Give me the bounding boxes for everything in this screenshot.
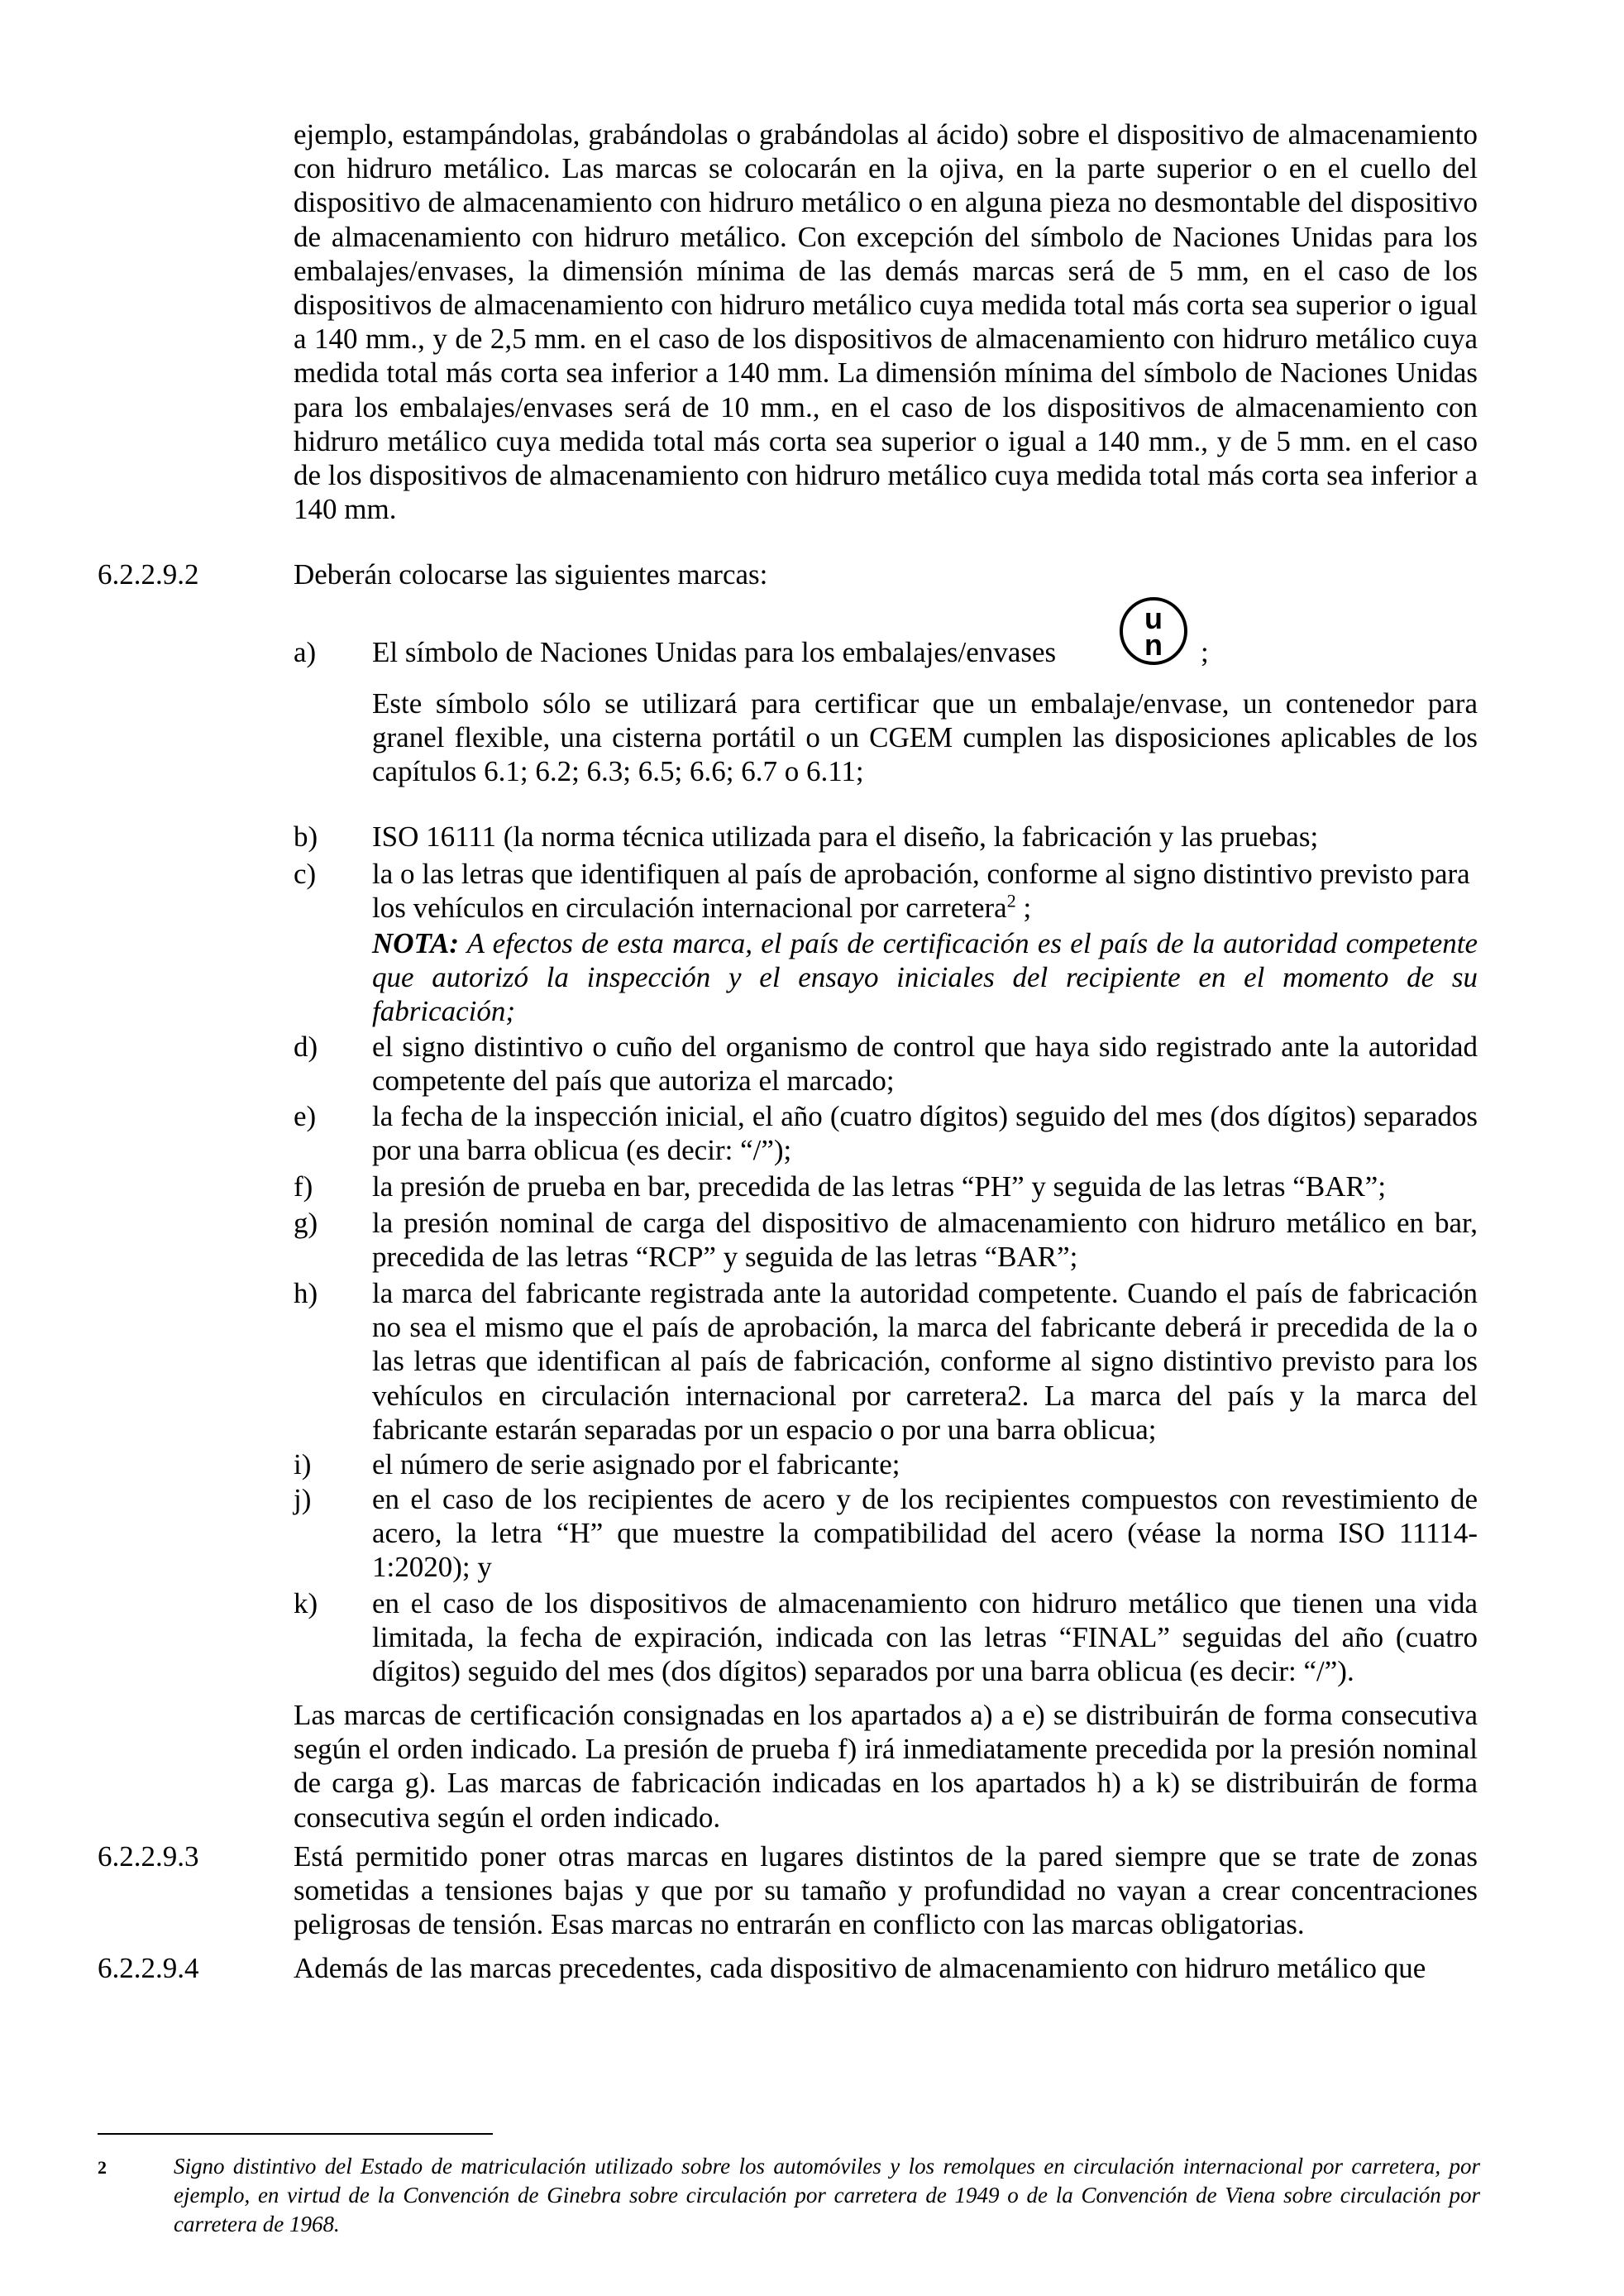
item-c-note [372, 926, 1478, 1029]
footnote-reference: 2 [1006, 890, 1016, 911]
section-number-6-2-2-9-2: 6.2.2.9.2 [98, 558, 199, 591]
section-text-6-2-2-9-4: Además de las marcas precedentes, cada dispositivo de almacenamiento con hidruro metálico que [294, 1952, 1426, 1984]
item-letter-k: k) [294, 1587, 318, 1619]
item-text-h: la marca del fabricante registrada ante la autoridad competente. Cuando el país de fabricación no sea el mismo que el país de aprobación, la marca del fabricante deberá ir precedida de la o las letras que identifican al país de fabricación, conforme al signo distintivo previsto para los vehículos en circulación internacional por carretera2. La marca del país y la marca del fabricante estarán separadas por un espacio o por una barra oblicua; [372, 1277, 1478, 1446]
item-text-j: en el caso de los recipientes de acero y de los recipientes compuestos con revestimiento de acero, la letra “H” que muestre la compatibilidad del acero (véase la norma ISO 11114-1:2020); y [372, 1483, 1478, 1584]
item-letter-c: c) [294, 858, 317, 890]
item-a-subparagraph: Este símbolo sólo se utilizará para certificar que un embalaje/envase, un contenedor para granel flexible, una cisterna portátil o un CGEM cumplen las disposiciones aplicables de los capítulos 6.1; 6.2; 6.3; 6.5; 6.6; 6.7 o 6.11; [372, 687, 1478, 788]
item-letter-b: b) [294, 820, 318, 853]
item-text-e: la fecha de la inspección inicial, el año (cuatro dígitos) seguido del mes (dos dígitos) separados por una barra oblicua (es decir: “/”); [372, 1100, 1478, 1167]
note-text: A efectos de esta marca, el país de certificación es el país de la autoridad competente que autorizó la inspección y el ensayo iniciales del recipiente en el momento de su fabricación; [372, 927, 1478, 1028]
item-text-c-body: la o las letras que identifiquen al país de aprobación, conforme al signo distintivo previsto para los vehículos en circulación internacional por carretera [372, 858, 1470, 925]
item-letter-f: f) [294, 1170, 313, 1203]
item-text-i: el número de serie asignado por el fabricante; [372, 1448, 900, 1480]
item-a-semicolon: ; [1201, 636, 1209, 668]
item-text-c [372, 857, 1478, 925]
item-text-f: la presión de prueba en bar, precedida de las letras “PH” y seguida de las letras “BAR”; [372, 1170, 1387, 1203]
un-symbol-letter-n: n [1144, 628, 1163, 662]
section-heading-6-2-2-9-2: Deberán colocarse las siguientes marcas: [294, 558, 768, 591]
item-text-b: ISO 16111 (la norma técnica utilizada para el diseño, la fabricación y las pruebas; [372, 820, 1319, 853]
item-text-g: la presión nominal de carga del dispositivo de almacenamiento con hidruro metálico en bar, precedida de las letras “RCP” y seguida de las letras “BAR”; [372, 1207, 1478, 1274]
item-letter-j: j) [294, 1483, 312, 1515]
closing-paragraph: Las marcas de certificación consignadas en los apartados a) a e) se distribuirán de forma consecutiva según el orden indicado. La presión de prueba f) irá inmediatamente precedida por la presión nominal de carga g). Las marcas de fabricación indicadas en los apartados h) a k) se distribuirán de forma consecutiva según el orden indicado. [294, 1699, 1478, 1834]
item-text-a: El símbolo de Naciones Unidas para los embalajes/envases [372, 636, 1057, 668]
section-number-6-2-2-9-3: 6.2.2.9.3 [98, 1840, 199, 1873]
section-number-6-2-2-9-4: 6.2.2.9.4 [98, 1952, 199, 1984]
item-text-c-tail: ; [1015, 892, 1032, 925]
un-packaging-symbol-icon [1119, 596, 1188, 666]
item-text-k: en el caso de los dispositivos de almacenamiento con hidruro metálico que tienen una vida limitada, la fecha de expiración, indicada con las letras “FINAL” seguidas del año (cuatro dígitos) seguido del mes (dos dígitos) separados por una barra oblicua (es decir: “/”). [372, 1587, 1478, 1688]
footnote-number: 2 [98, 2157, 107, 2178]
item-letter-a: a) [294, 636, 317, 668]
footnote-text: Signo distintivo del Estado de matriculación utilizado sobre los automóviles y los remolques en circulación internacional por carretera, por ejemplo, en virtud de la Convención de Ginebra sobre circulación por carretera de 1949 o de la Convención de Viena sobre circulación por carretera de 1968. [174, 2154, 1480, 2236]
item-letter-i: i) [294, 1448, 312, 1480]
un-symbol-letter-u: u [1144, 601, 1163, 635]
footnote-divider [98, 2133, 493, 2135]
note-label: NOTA: [372, 927, 459, 959]
intro-paragraph: ejemplo, estampándolas, grabándolas o grabándolas al ácido) sobre el dispositivo de almacenamiento con hidruro metálico. Las marcas se colocarán en la ojiva, en la parte superior o en el cuello del dispositivo de almacenamiento con hidruro metálico o en alguna pieza no desmontable del dispositivo de almacenamiento con hidruro metálico. Con excepción del símbolo de Naciones Unidas para los embalajes/envases, la dimensión mínima de las demás marcas será de 5 mm, en el caso de los dispositivos de almacenamiento con hidruro metálico cuya medida total más corta sea superior o igual a 140 mm., y de 2,5 mm. en el caso de los dispositivos de almacenamiento con hidruro metálico cuya medida total más corta sea inferior a 140 mm. La dimensión mínima del símbolo de Naciones Unidas para los embalajes/envases será de 10 mm., en el caso de los dispositivos de almacenamiento con hidruro metálico cuya medida total más corta sea superior o igual a 140 mm., y de 5 mm. en el caso de los dispositivos de almacenamiento con hidruro metálico cuya medida total más corta sea inferior a 140 mm. [294, 118, 1478, 526]
item-letter-e: e) [294, 1100, 317, 1132]
item-letter-d: d) [294, 1031, 318, 1063]
item-letter-h: h) [294, 1277, 318, 1309]
item-text-d: el signo distintivo o cuño del organismo de control que haya sido registrado ante la autoridad competente del país que autoriza el marcado; [372, 1031, 1478, 1098]
item-letter-g: g) [294, 1207, 318, 1239]
section-text-6-2-2-9-3: Está permitido poner otras marcas en lugares distintos de la pared siempre que se trate de zonas sometidas a tensiones bajas y que por su tamaño y profundidad no vayan a crear concentraciones peligrosas de tensión. Esas marcas no entrarán en conflicto con las marcas obligatorias. [294, 1840, 1478, 1941]
